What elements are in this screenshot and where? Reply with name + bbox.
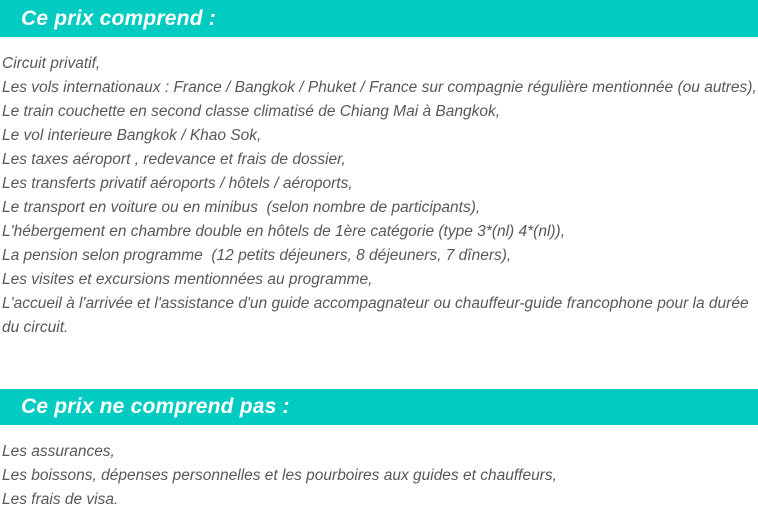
price-line: L'hébergement en chambre double en hôtels de 1ère catégorie (type 3*(nl) 4*(nl)),	[2, 223, 566, 240]
price-line: Les boissons, dépenses personnelles et les pourboires aux guides et chauffeurs,	[2, 467, 557, 484]
price-included-list	[2, 52, 758, 340]
price-line: Le vol interieure Bangkok / Khao Sok,	[2, 127, 262, 144]
price-line: L'accueil à l'arrivée et l'assistance d'un guide accompagnateur ou chauffeur-guide francophone pour la durée du circuit.	[2, 295, 753, 336]
price-included-heading: Ce prix comprend :	[21, 6, 216, 30]
price-line: Les frais de visa.	[2, 491, 119, 508]
price-line: Le train couchette en second classe climatisé de Chiang Mai à Bangkok,	[2, 103, 501, 120]
price-excluded-section	[0, 389, 758, 512]
price-line: Le transport en voiture ou en minibus (selon nombre de participants),	[2, 199, 481, 216]
price-line: Les taxes aéroport , redevance et frais de dossier,	[2, 151, 346, 168]
price-line: Les transferts privatif aéroports / hôtels / aéroports,	[2, 175, 353, 192]
price-excluded-list	[2, 440, 758, 512]
price-excluded-heading: Ce prix ne comprend pas :	[21, 395, 290, 418]
price-line: Les visites et excursions mentionnées au programme,	[2, 271, 373, 288]
price-line: Circuit privatif,	[2, 55, 101, 72]
price-included-header-bar	[0, 0, 758, 37]
price-line: La pension selon programme (12 petits déjeuners, 8 déjeuners, 7 dîners),	[2, 247, 512, 264]
price-excluded-header-bar	[0, 389, 758, 425]
price-line: Les vols internationaux : France / Bangkok / Phuket / France sur compagnie régulière mentionnée (ou autres),	[2, 79, 757, 96]
price-line: Les assurances,	[2, 443, 115, 460]
